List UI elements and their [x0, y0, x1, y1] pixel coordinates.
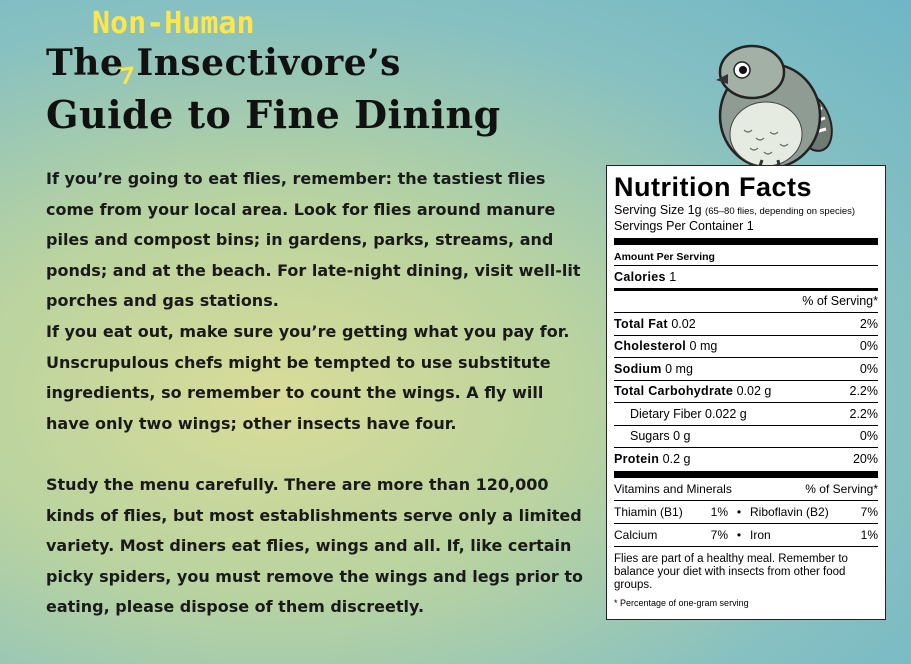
vitamin-row — [614, 523, 878, 546]
nutrient-row — [614, 357, 878, 380]
vitamin-name: Calcium — [614, 527, 658, 542]
vitamin-name: Iron — [750, 527, 771, 542]
nutrient-amount: 0.02 — [671, 316, 696, 331]
percent-header: % of Serving* — [802, 294, 878, 309]
nutrient-amount: 0.2 g — [662, 451, 691, 466]
nutrition-footnote: * Percentage of one-gram serving — [614, 597, 749, 608]
nutrient-amount: 0 g — [673, 429, 691, 444]
nutrient-pct: 2.2% — [849, 384, 878, 399]
nutrient-label: Total Carbohydrate — [614, 384, 734, 399]
paragraph-3: Study the menu carefully. There are more than 120,000 kinds of flies, but most establishments serve only a limited variety. Most diners eat flies, wings and all. If, like certain picky spiders, you must remove the wings and legs prior to eating, please dispose of them discreetly. — [46, 475, 584, 616]
nutrient-label: Protein — [614, 451, 660, 466]
amount-per-serving: Amount Per Serving — [614, 251, 715, 263]
bullet-separator: • — [736, 504, 742, 519]
nutrient-row — [614, 402, 878, 425]
thick-divider — [614, 238, 878, 245]
thick-divider — [614, 471, 878, 478]
serving-size-note: (65–80 flies, depending on species) — [705, 206, 856, 217]
vitamins-label: Vitamins and Minerals — [614, 481, 732, 496]
nutrient-amount: 0.02 g — [736, 384, 772, 399]
nutrient-amount: 0 mg — [665, 361, 693, 376]
serving-size — [614, 203, 878, 219]
title-line-2: Guide to Fine Dining — [46, 92, 501, 137]
nutrient-label: Total Fat — [614, 316, 668, 331]
nutrient-row — [614, 312, 878, 335]
nutrient-row — [614, 425, 878, 448]
vitamin-name: Thiamin (B1) — [614, 504, 683, 519]
vitamin-pct: 1% — [710, 504, 728, 519]
bird-illustration — [700, 34, 840, 174]
calories-row — [614, 265, 878, 288]
paragraph-1: If you’re going to eat flies, remember: the tastiest flies come from your local area. Look for flies around manure piles and compost bins; in gardens, parks, streams, and ponds; and at the beach. For late-night dining, visit well-lit porches and gas stations. — [46, 169, 581, 310]
vitamin-row — [614, 500, 878, 523]
nutrient-label: Dietary Fiber — [630, 406, 702, 421]
nutrient-pct: 0% — [859, 361, 878, 376]
title-line-1: The Insectivore’s — [46, 42, 401, 84]
percent-header-row — [614, 288, 878, 313]
nutrition-footer: Flies are part of a healthy meal. Remember to balance your diet with insects from other food groups. — [614, 546, 878, 592]
bullet-separator: • — [736, 527, 742, 542]
vitamin-pct: 1% — [860, 527, 878, 542]
vitamins-pct-header: % of Serving* — [805, 481, 878, 496]
title-insert-word: Non-Human — [92, 6, 255, 41]
vitamin-pct: 7% — [860, 504, 878, 519]
nutrient-row — [614, 447, 878, 470]
nutrient-pct: 0% — [859, 339, 878, 354]
nutrient-amount: 0.022 g — [705, 406, 747, 421]
nutrient-pct: 0% — [859, 429, 878, 444]
nutrient-label: Sodium — [614, 361, 662, 376]
nutrition-facts-panel — [606, 165, 886, 620]
nutrient-row — [614, 380, 878, 403]
calories-value: 1 — [669, 269, 677, 284]
nutrient-row — [614, 335, 878, 358]
servings-per-container: Servings Per Container 1 — [614, 219, 754, 233]
serving-size-label: Serving Size 1g — [614, 203, 702, 217]
calories-label: Calories — [614, 269, 666, 284]
nutrient-amount: 0 mg — [689, 339, 718, 354]
nutrient-label: Cholesterol — [614, 339, 687, 354]
vitamin-pct: 7% — [710, 527, 728, 542]
nutrition-facts-title: Nutrition Facts — [614, 172, 813, 202]
nutrient-pct: 20% — [852, 451, 878, 466]
nutrient-pct: 2.2% — [849, 406, 878, 421]
paragraph-2: If you eat out, make sure you’re getting what you pay for. Unscrupulous chefs might be tempted to use substitute ingredients, so remember to count the wings. A fly will have only two wings; other insects have four. — [46, 322, 570, 433]
vitamins-header-row — [614, 478, 878, 500]
nutrient-label: Sugars — [630, 429, 670, 444]
vitamin-name: Riboflavin (B2) — [750, 504, 829, 519]
nutrient-pct: 2% — [859, 316, 878, 331]
